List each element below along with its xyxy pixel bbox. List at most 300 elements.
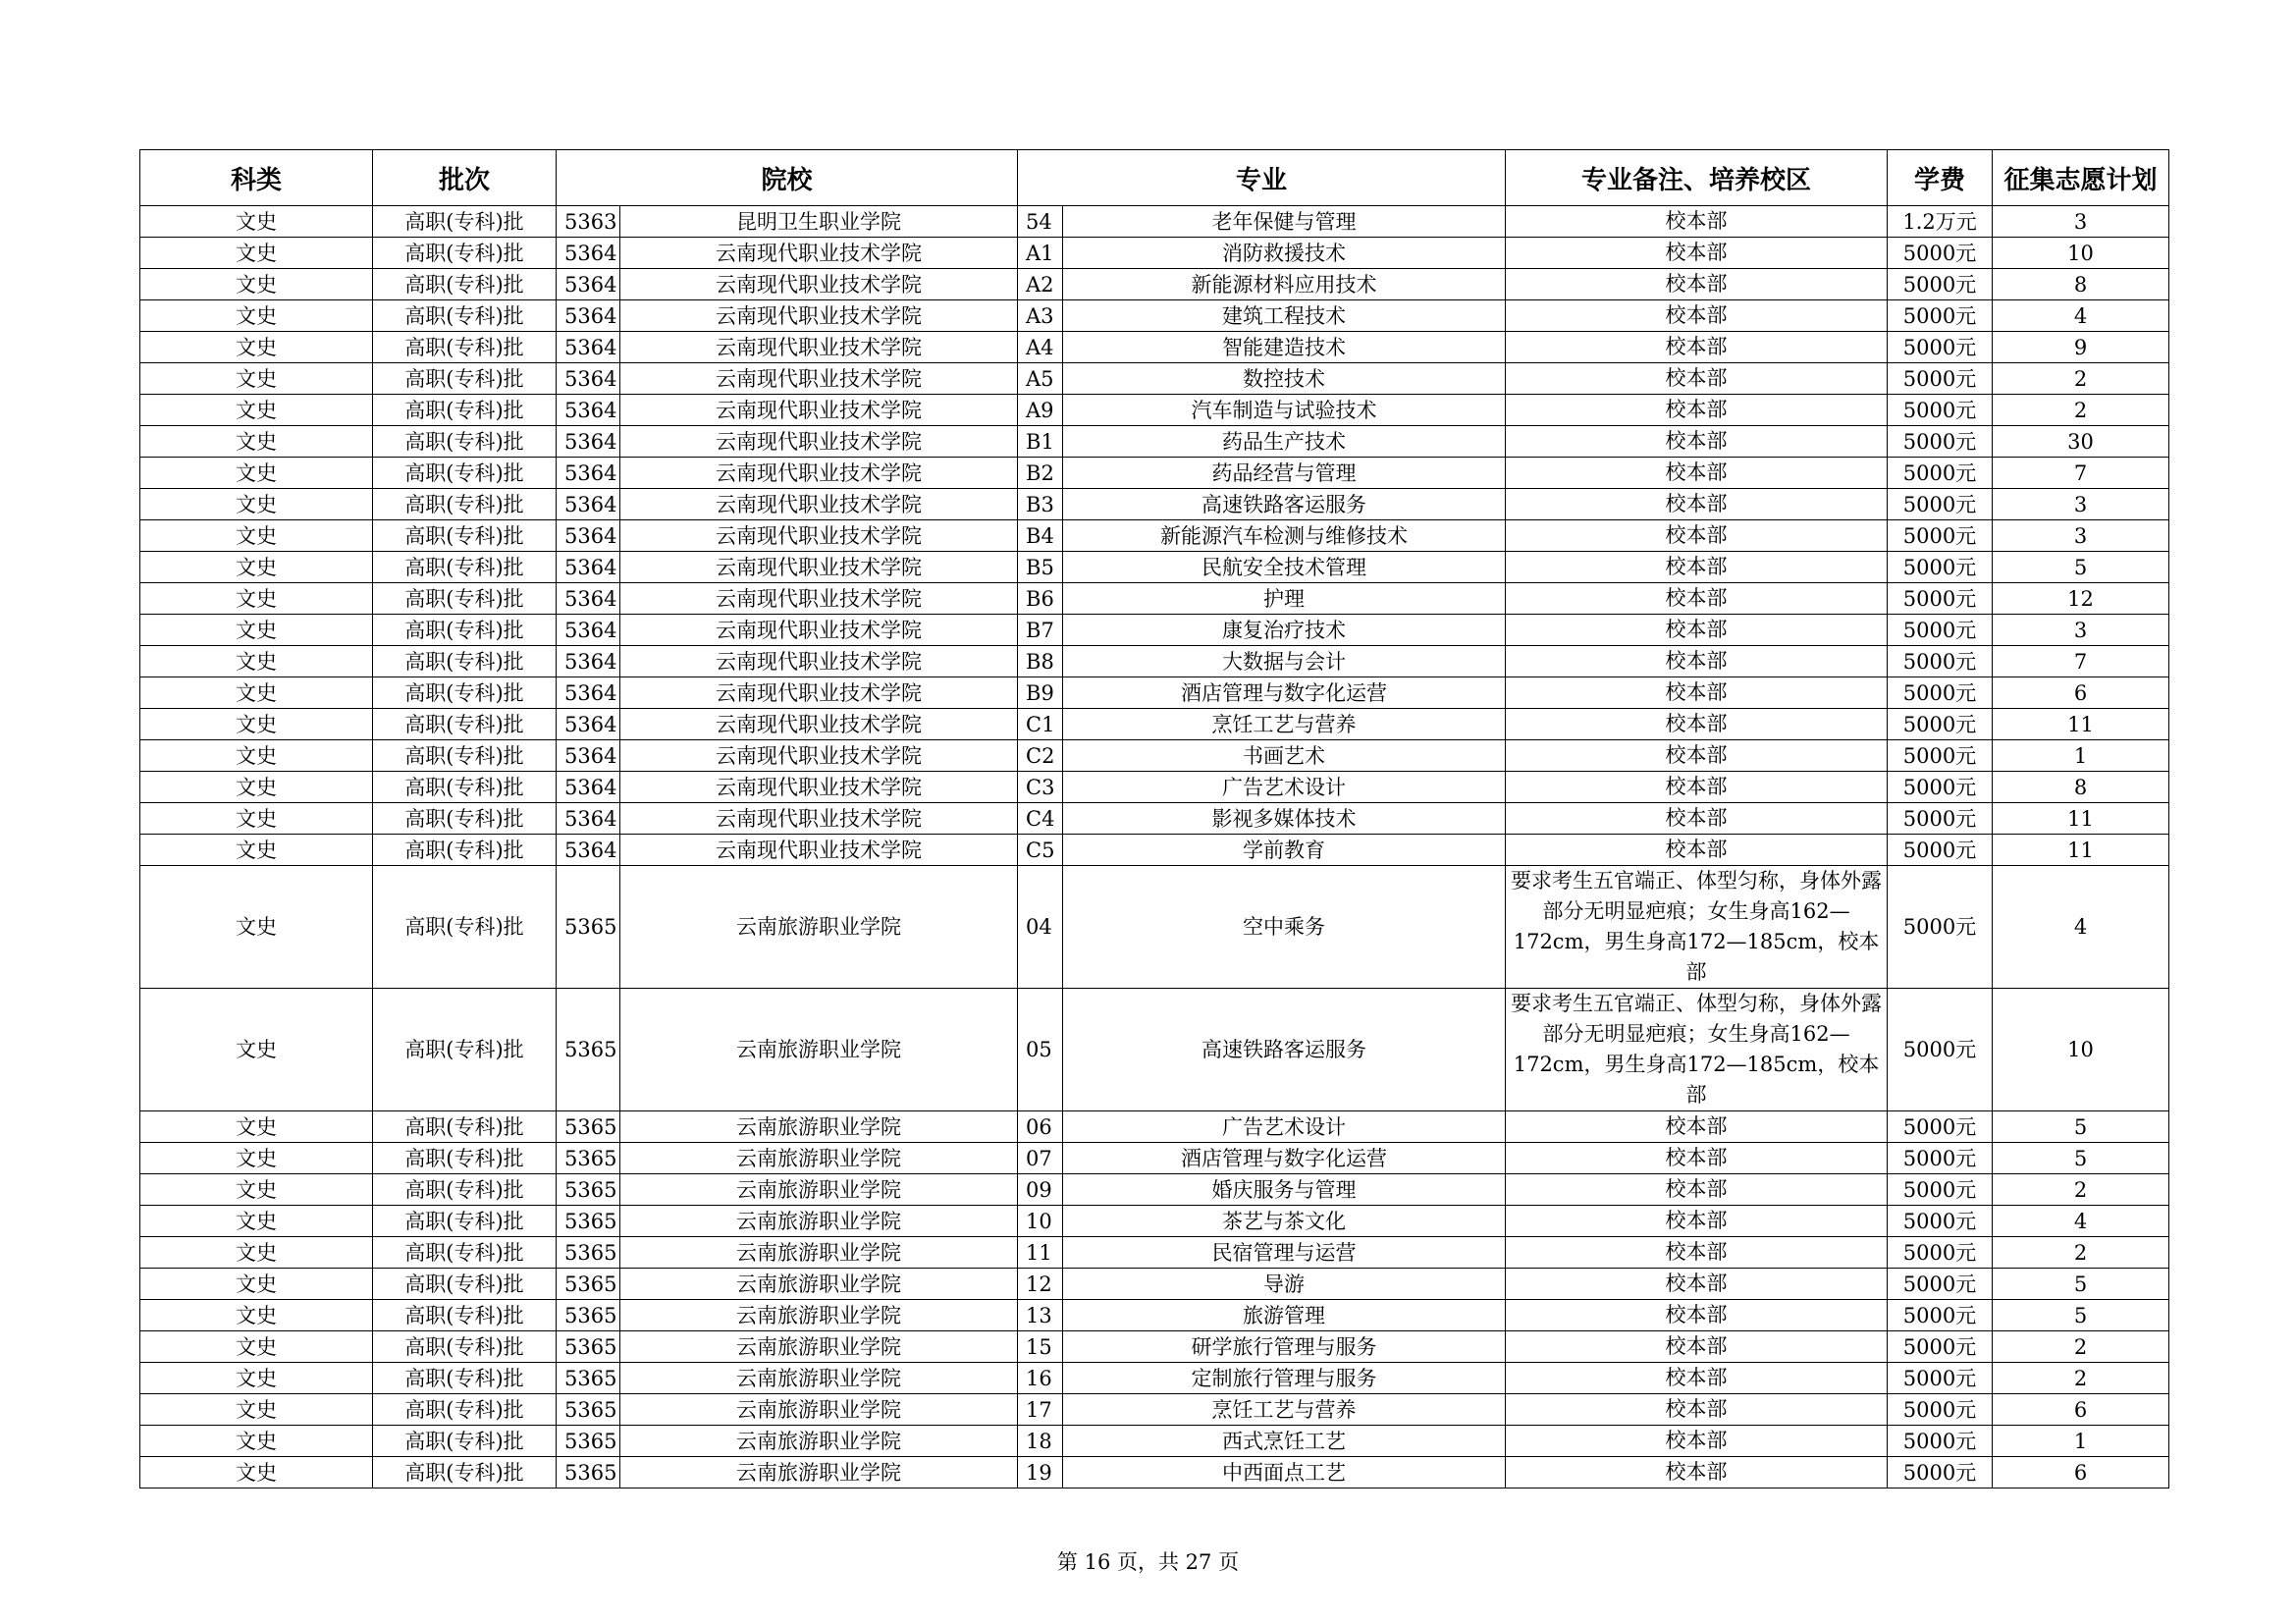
cell-category: 文史 [140, 803, 373, 835]
cell-plan: 5 [1993, 552, 2169, 583]
cell-plan: 1 [1993, 740, 2169, 772]
table-row [140, 1363, 2169, 1394]
page-footer: 第 16 页，共 27 页 [1056, 1550, 1240, 1574]
cell-batch: 高职(专科)批 [373, 238, 557, 269]
cell-school-code: 5365 [557, 1269, 620, 1300]
cell-major: 酒店管理与数字化运营 [1063, 677, 1506, 709]
cell-batch: 高职(专科)批 [373, 1237, 557, 1269]
cell-school: 云南旅游职业学院 [620, 1174, 1018, 1206]
cell-school-code: 5364 [557, 740, 620, 772]
cell-category: 文史 [140, 1237, 373, 1269]
cell-tuition: 5000元 [1888, 1143, 1993, 1174]
cell-plan: 5 [1993, 1143, 2169, 1174]
cell-major: 新能源材料应用技术 [1063, 269, 1506, 300]
cell-category: 文史 [140, 615, 373, 646]
cell-major-code: 15 [1018, 1331, 1063, 1363]
cell-school-code: 5364 [557, 615, 620, 646]
cell-major-code: A3 [1018, 300, 1063, 332]
cell-tuition: 5000元 [1888, 363, 1993, 395]
cell-school: 云南旅游职业学院 [620, 866, 1018, 989]
cell-school: 云南现代职业技术学院 [620, 238, 1018, 269]
cell-batch: 高职(专科)批 [373, 1457, 557, 1489]
cell-batch: 高职(专科)批 [373, 615, 557, 646]
cell-category: 文史 [140, 206, 373, 238]
cell-tuition: 5000元 [1888, 1111, 1993, 1143]
cell-school: 云南旅游职业学院 [620, 1331, 1018, 1363]
header-plan: 征集志愿计划 [1993, 150, 2169, 206]
table-row [140, 1300, 2169, 1331]
cell-major: 汽车制造与试验技术 [1063, 395, 1506, 426]
cell-tuition: 5000元 [1888, 866, 1993, 989]
cell-notes: 校本部 [1506, 1237, 1888, 1269]
table-row [140, 866, 2169, 989]
cell-school-code: 5364 [557, 300, 620, 332]
cell-school: 云南现代职业技术学院 [620, 552, 1018, 583]
cell-major-code: B6 [1018, 583, 1063, 615]
cell-notes: 校本部 [1506, 1363, 1888, 1394]
cell-major: 定制旅行管理与服务 [1063, 1363, 1506, 1394]
cell-category: 文史 [140, 677, 373, 709]
cell-notes: 校本部 [1506, 1426, 1888, 1457]
cell-major-code: B8 [1018, 646, 1063, 677]
cell-tuition: 5000元 [1888, 1269, 1993, 1300]
cell-tuition: 5000元 [1888, 615, 1993, 646]
cell-major-code: 13 [1018, 1300, 1063, 1331]
cell-school: 昆明卫生职业学院 [620, 206, 1018, 238]
cell-plan: 1 [1993, 1426, 2169, 1457]
cell-category: 文史 [140, 772, 373, 803]
cell-batch: 高职(专科)批 [373, 363, 557, 395]
cell-school: 云南旅游职业学院 [620, 1300, 1018, 1331]
cell-major: 影视多媒体技术 [1063, 803, 1506, 835]
cell-notes: 校本部 [1506, 552, 1888, 583]
cell-plan: 2 [1993, 395, 2169, 426]
cell-major: 酒店管理与数字化运营 [1063, 1143, 1506, 1174]
cell-notes: 校本部 [1506, 1111, 1888, 1143]
cell-major-code: 10 [1018, 1206, 1063, 1237]
cell-plan: 12 [1993, 583, 2169, 615]
cell-school: 云南现代职业技术学院 [620, 646, 1018, 677]
cell-notes: 校本部 [1506, 238, 1888, 269]
table-row [140, 300, 2169, 332]
cell-major: 广告艺术设计 [1063, 1111, 1506, 1143]
cell-school-code: 5364 [557, 646, 620, 677]
cell-tuition: 5000元 [1888, 1426, 1993, 1457]
header-notes: 专业备注、培养校区 [1506, 150, 1888, 206]
table-row [140, 332, 2169, 363]
cell-school-code: 5365 [557, 1457, 620, 1489]
cell-batch: 高职(专科)批 [373, 1426, 557, 1457]
cell-major-code: A4 [1018, 332, 1063, 363]
cell-major-code: B9 [1018, 677, 1063, 709]
header-major: 专业 [1018, 150, 1506, 206]
cell-major: 茶艺与茶文化 [1063, 1206, 1506, 1237]
cell-major: 老年保健与管理 [1063, 206, 1506, 238]
cell-batch: 高职(专科)批 [373, 740, 557, 772]
cell-batch: 高职(专科)批 [373, 835, 557, 866]
cell-school-code: 5364 [557, 363, 620, 395]
cell-tuition: 5000元 [1888, 583, 1993, 615]
cell-tuition: 5000元 [1888, 489, 1993, 520]
cell-school: 云南旅游职业学院 [620, 1206, 1018, 1237]
cell-school-code: 5364 [557, 458, 620, 489]
cell-category: 文史 [140, 1363, 373, 1394]
cell-batch: 高职(专科)批 [373, 1206, 557, 1237]
cell-school-code: 5364 [557, 395, 620, 426]
cell-batch: 高职(专科)批 [373, 1300, 557, 1331]
cell-notes: 校本部 [1506, 1457, 1888, 1489]
cell-plan: 10 [1993, 989, 2169, 1111]
cell-school: 云南现代职业技术学院 [620, 489, 1018, 520]
cell-notes: 要求考生五官端正、体型匀称，身体外露部分无明显疤痕；女生身高162—172cm，男生身高172—185cm，校本部 [1506, 866, 1888, 989]
cell-school: 云南旅游职业学院 [620, 1111, 1018, 1143]
cell-major-code: C1 [1018, 709, 1063, 740]
cell-category: 文史 [140, 520, 373, 552]
cell-major: 消防救援技术 [1063, 238, 1506, 269]
cell-notes: 校本部 [1506, 615, 1888, 646]
cell-notes: 校本部 [1506, 1206, 1888, 1237]
cell-notes: 要求考生五官端正、体型匀称，身体外露部分无明显疤痕；女生身高162—172cm，男生身高172—185cm，校本部 [1506, 989, 1888, 1111]
cell-major-code: B4 [1018, 520, 1063, 552]
cell-tuition: 5000元 [1888, 1237, 1993, 1269]
cell-school: 云南旅游职业学院 [620, 1363, 1018, 1394]
cell-batch: 高职(专科)批 [373, 1394, 557, 1426]
cell-major: 烹饪工艺与营养 [1063, 709, 1506, 740]
cell-plan: 8 [1993, 269, 2169, 300]
cell-major-code: A2 [1018, 269, 1063, 300]
cell-school-code: 5364 [557, 520, 620, 552]
cell-plan: 8 [1993, 772, 2169, 803]
cell-category: 文史 [140, 426, 373, 458]
cell-major: 康复治疗技术 [1063, 615, 1506, 646]
table-row [140, 426, 2169, 458]
cell-major: 药品经营与管理 [1063, 458, 1506, 489]
cell-category: 文史 [140, 238, 373, 269]
cell-school: 云南现代职业技术学院 [620, 803, 1018, 835]
cell-plan: 2 [1993, 1331, 2169, 1363]
cell-category: 文史 [140, 866, 373, 989]
cell-school-code: 5365 [557, 1426, 620, 1457]
cell-notes: 校本部 [1506, 583, 1888, 615]
cell-category: 文史 [140, 1457, 373, 1489]
cell-major-code: 04 [1018, 866, 1063, 989]
cell-tuition: 5000元 [1888, 740, 1993, 772]
cell-major: 药品生产技术 [1063, 426, 1506, 458]
table-row [140, 489, 2169, 520]
cell-category: 文史 [140, 709, 373, 740]
cell-tuition: 5000元 [1888, 1363, 1993, 1394]
cell-school: 云南现代职业技术学院 [620, 332, 1018, 363]
cell-category: 文史 [140, 269, 373, 300]
cell-batch: 高职(专科)批 [373, 300, 557, 332]
cell-category: 文史 [140, 552, 373, 583]
cell-major-code: C2 [1018, 740, 1063, 772]
cell-plan: 6 [1993, 677, 2169, 709]
table-row [140, 615, 2169, 646]
cell-category: 文史 [140, 989, 373, 1111]
cell-batch: 高职(专科)批 [373, 458, 557, 489]
cell-notes: 校本部 [1506, 772, 1888, 803]
cell-tuition: 5000元 [1888, 1206, 1993, 1237]
table-row [140, 395, 2169, 426]
cell-tuition: 5000元 [1888, 835, 1993, 866]
cell-plan: 11 [1993, 803, 2169, 835]
cell-school-code: 5364 [557, 709, 620, 740]
cell-category: 文史 [140, 646, 373, 677]
cell-category: 文史 [140, 1426, 373, 1457]
cell-major: 高速铁路客运服务 [1063, 989, 1506, 1111]
cell-school-code: 5365 [557, 1111, 620, 1143]
cell-batch: 高职(专科)批 [373, 646, 557, 677]
cell-major-code: 05 [1018, 989, 1063, 1111]
cell-notes: 校本部 [1506, 1331, 1888, 1363]
cell-major: 智能建造技术 [1063, 332, 1506, 363]
cell-school: 云南现代职业技术学院 [620, 615, 1018, 646]
table-row [140, 1174, 2169, 1206]
cell-major-code: C3 [1018, 772, 1063, 803]
cell-batch: 高职(专科)批 [373, 709, 557, 740]
cell-category: 文史 [140, 1206, 373, 1237]
cell-school: 云南旅游职业学院 [620, 1426, 1018, 1457]
cell-batch: 高职(专科)批 [373, 1331, 557, 1363]
cell-category: 文史 [140, 740, 373, 772]
table-row [140, 1206, 2169, 1237]
cell-notes: 校本部 [1506, 835, 1888, 866]
cell-batch: 高职(专科)批 [373, 1269, 557, 1300]
cell-category: 文史 [140, 835, 373, 866]
cell-major: 民航安全技术管理 [1063, 552, 1506, 583]
cell-major: 民宿管理与运营 [1063, 1237, 1506, 1269]
cell-school-code: 5364 [557, 269, 620, 300]
cell-notes: 校本部 [1506, 520, 1888, 552]
cell-notes: 校本部 [1506, 269, 1888, 300]
cell-plan: 2 [1993, 1237, 2169, 1269]
cell-major-code: B5 [1018, 552, 1063, 583]
cell-school: 云南现代职业技术学院 [620, 772, 1018, 803]
cell-plan: 5 [1993, 1269, 2169, 1300]
cell-notes: 校本部 [1506, 458, 1888, 489]
cell-school: 云南现代职业技术学院 [620, 426, 1018, 458]
cell-batch: 高职(专科)批 [373, 677, 557, 709]
cell-school-code: 5364 [557, 583, 620, 615]
cell-major: 建筑工程技术 [1063, 300, 1506, 332]
cell-notes: 校本部 [1506, 1174, 1888, 1206]
cell-major-code: B3 [1018, 489, 1063, 520]
table-row [140, 1457, 2169, 1489]
cell-major: 旅游管理 [1063, 1300, 1506, 1331]
cell-school: 云南现代职业技术学院 [620, 269, 1018, 300]
cell-batch: 高职(专科)批 [373, 803, 557, 835]
table-row [140, 238, 2169, 269]
cell-major-code: 54 [1018, 206, 1063, 238]
cell-plan: 7 [1993, 458, 2169, 489]
cell-school-code: 5365 [557, 1300, 620, 1331]
cell-category: 文史 [140, 583, 373, 615]
cell-major: 学前教育 [1063, 835, 1506, 866]
cell-tuition: 5000元 [1888, 772, 1993, 803]
cell-school: 云南旅游职业学院 [620, 1237, 1018, 1269]
cell-tuition: 5000元 [1888, 458, 1993, 489]
cell-major: 书画艺术 [1063, 740, 1506, 772]
cell-major: 研学旅行管理与服务 [1063, 1331, 1506, 1363]
table-row [140, 1237, 2169, 1269]
cell-school: 云南现代职业技术学院 [620, 395, 1018, 426]
cell-tuition: 5000元 [1888, 709, 1993, 740]
table-row [140, 740, 2169, 772]
cell-major: 空中乘务 [1063, 866, 1506, 989]
cell-major: 导游 [1063, 1269, 1506, 1300]
cell-category: 文史 [140, 489, 373, 520]
cell-batch: 高职(专科)批 [373, 489, 557, 520]
cell-batch: 高职(专科)批 [373, 395, 557, 426]
cell-tuition: 5000元 [1888, 238, 1993, 269]
cell-major: 婚庆服务与管理 [1063, 1174, 1506, 1206]
cell-school: 云南现代职业技术学院 [620, 363, 1018, 395]
table-row [140, 772, 2169, 803]
cell-major-code: B7 [1018, 615, 1063, 646]
cell-tuition: 5000元 [1888, 269, 1993, 300]
cell-notes: 校本部 [1506, 803, 1888, 835]
table-body [140, 206, 2169, 1489]
cell-category: 文史 [140, 1331, 373, 1363]
cell-plan: 6 [1993, 1457, 2169, 1489]
cell-major-code: 12 [1018, 1269, 1063, 1300]
cell-school-code: 5365 [557, 1394, 620, 1426]
cell-tuition: 5000元 [1888, 1457, 1993, 1489]
cell-batch: 高职(专科)批 [373, 583, 557, 615]
cell-plan: 5 [1993, 1300, 2169, 1331]
table-row [140, 552, 2169, 583]
table-row [140, 1426, 2169, 1457]
cell-plan: 4 [1993, 866, 2169, 989]
cell-plan: 4 [1993, 1206, 2169, 1237]
cell-major-code: 16 [1018, 1363, 1063, 1394]
cell-school-code: 5364 [557, 552, 620, 583]
table-row [140, 1331, 2169, 1363]
cell-school: 云南旅游职业学院 [620, 1143, 1018, 1174]
header-school: 院校 [557, 150, 1018, 206]
table-row [140, 520, 2169, 552]
cell-school-code: 5364 [557, 489, 620, 520]
cell-notes: 校本部 [1506, 363, 1888, 395]
table-row [140, 646, 2169, 677]
cell-batch: 高职(专科)批 [373, 426, 557, 458]
cell-batch: 高职(专科)批 [373, 1174, 557, 1206]
cell-major-code: 11 [1018, 1237, 1063, 1269]
cell-major: 烹饪工艺与营养 [1063, 1394, 1506, 1426]
cell-major-code: A1 [1018, 238, 1063, 269]
table-row [140, 583, 2169, 615]
cell-plan: 11 [1993, 709, 2169, 740]
cell-school-code: 5364 [557, 772, 620, 803]
cell-plan: 2 [1993, 1363, 2169, 1394]
cell-notes: 校本部 [1506, 740, 1888, 772]
cell-school-code: 5364 [557, 835, 620, 866]
cell-plan: 2 [1993, 363, 2169, 395]
cell-plan: 6 [1993, 1394, 2169, 1426]
cell-school: 云南现代职业技术学院 [620, 709, 1018, 740]
cell-school: 云南现代职业技术学院 [620, 520, 1018, 552]
cell-notes: 校本部 [1506, 646, 1888, 677]
cell-notes: 校本部 [1506, 426, 1888, 458]
cell-batch: 高职(专科)批 [373, 332, 557, 363]
cell-tuition: 1.2万元 [1888, 206, 1993, 238]
table-row [140, 1143, 2169, 1174]
table-row [140, 835, 2169, 866]
cell-tuition: 5000元 [1888, 395, 1993, 426]
cell-tuition: 5000元 [1888, 552, 1993, 583]
cell-school-code: 5365 [557, 866, 620, 989]
cell-plan: 5 [1993, 1111, 2169, 1143]
cell-school: 云南现代职业技术学院 [620, 583, 1018, 615]
cell-major-code: C4 [1018, 803, 1063, 835]
cell-batch: 高职(专科)批 [373, 520, 557, 552]
cell-school: 云南旅游职业学院 [620, 1269, 1018, 1300]
cell-tuition: 5000元 [1888, 1174, 1993, 1206]
cell-major-code: C5 [1018, 835, 1063, 866]
table-row [140, 989, 2169, 1111]
cell-major: 大数据与会计 [1063, 646, 1506, 677]
cell-category: 文史 [140, 300, 373, 332]
header-category: 科类 [140, 150, 373, 206]
cell-plan: 2 [1993, 1174, 2169, 1206]
cell-school: 云南现代职业技术学院 [620, 835, 1018, 866]
cell-notes: 校本部 [1506, 1269, 1888, 1300]
cell-tuition: 5000元 [1888, 300, 1993, 332]
cell-notes: 校本部 [1506, 1394, 1888, 1426]
cell-tuition: 5000元 [1888, 1331, 1993, 1363]
cell-category: 文史 [140, 1143, 373, 1174]
cell-major: 中西面点工艺 [1063, 1457, 1506, 1489]
cell-plan: 11 [1993, 835, 2169, 866]
cell-plan: 10 [1993, 238, 2169, 269]
cell-school: 云南旅游职业学院 [620, 1394, 1018, 1426]
cell-category: 文史 [140, 1174, 373, 1206]
cell-category: 文史 [140, 1269, 373, 1300]
cell-school: 云南现代职业技术学院 [620, 677, 1018, 709]
cell-tuition: 5000元 [1888, 803, 1993, 835]
cell-plan: 7 [1993, 646, 2169, 677]
cell-notes: 校本部 [1506, 1300, 1888, 1331]
cell-category: 文史 [140, 1300, 373, 1331]
cell-major-code: B2 [1018, 458, 1063, 489]
cell-tuition: 5000元 [1888, 332, 1993, 363]
cell-school-code: 5365 [557, 1331, 620, 1363]
table-row [140, 458, 2169, 489]
cell-major: 新能源汽车检测与维修技术 [1063, 520, 1506, 552]
table-row [140, 803, 2169, 835]
cell-school-code: 5364 [557, 803, 620, 835]
cell-notes: 校本部 [1506, 677, 1888, 709]
table-row [140, 269, 2169, 300]
cell-school-code: 5365 [557, 1206, 620, 1237]
cell-plan: 3 [1993, 206, 2169, 238]
cell-notes: 校本部 [1506, 206, 1888, 238]
cell-notes: 校本部 [1506, 489, 1888, 520]
cell-tuition: 5000元 [1888, 426, 1993, 458]
cell-plan: 3 [1993, 489, 2169, 520]
admissions-table [139, 149, 2169, 1489]
cell-plan: 3 [1993, 520, 2169, 552]
cell-notes: 校本部 [1506, 395, 1888, 426]
cell-school: 云南旅游职业学院 [620, 989, 1018, 1111]
cell-plan: 9 [1993, 332, 2169, 363]
cell-major: 高速铁路客运服务 [1063, 489, 1506, 520]
cell-school-code: 5365 [557, 1363, 620, 1394]
cell-tuition: 5000元 [1888, 989, 1993, 1111]
cell-school-code: 5364 [557, 332, 620, 363]
cell-major-code: 18 [1018, 1426, 1063, 1457]
